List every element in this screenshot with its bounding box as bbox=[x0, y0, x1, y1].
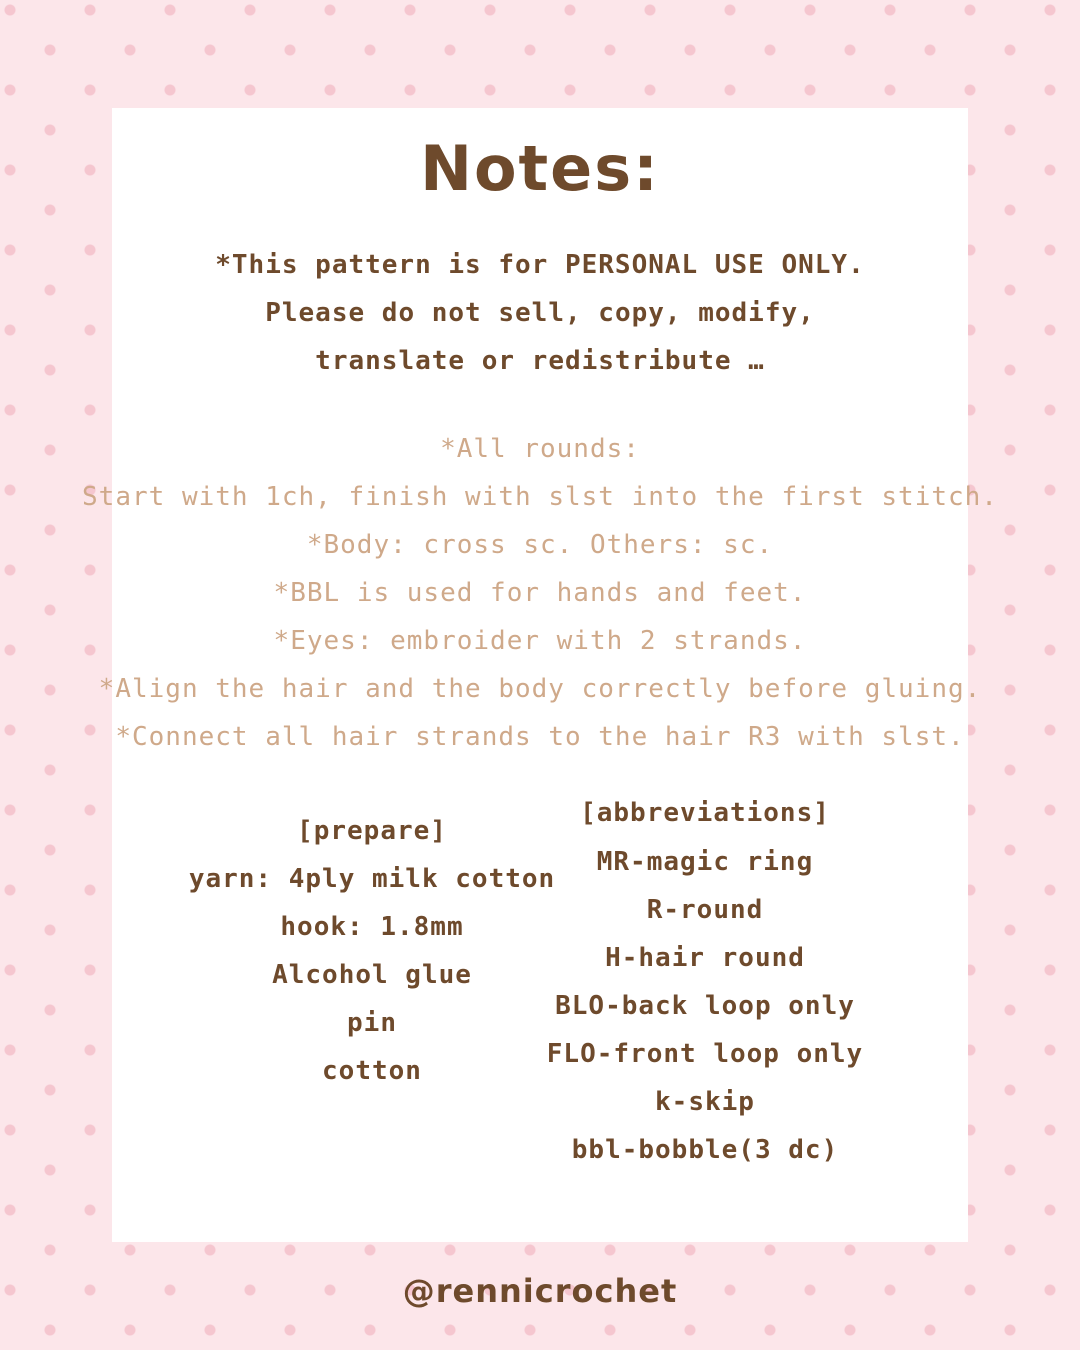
prepare-item: cotton bbox=[322, 1056, 422, 1086]
abbreviation-item: BLO-back loop only bbox=[555, 991, 855, 1021]
abbreviation-item: bbl-bobble(3 dc) bbox=[571, 1135, 839, 1165]
tip-line-2: Start with 1ch, finish with slst into the first stitch. bbox=[82, 482, 998, 512]
abbreviation-item: H-hair round bbox=[605, 943, 805, 973]
author-handle: @rennicrochet bbox=[402, 1272, 678, 1310]
notice-line-2: Please do not sell, copy, modify, bbox=[265, 298, 815, 328]
notice-line-3: translate or redistribute … bbox=[315, 346, 765, 376]
tip-line-3: *Body: cross sc. Others: sc. bbox=[306, 530, 774, 560]
prepare-item: yarn: 4ply milk cotton bbox=[188, 864, 556, 894]
page-title: Notes: bbox=[420, 132, 660, 205]
notice-line-1: *This pattern is for PERSONAL USE ONLY. bbox=[215, 250, 865, 280]
abbreviation-item: k-skip bbox=[655, 1087, 755, 1117]
tip-line-7: *Connect all hair strands to the hair R3 with slst. bbox=[115, 722, 965, 752]
tip-line-1: *All rounds: bbox=[440, 434, 640, 464]
abbreviation-item: FLO-front loop only bbox=[546, 1039, 864, 1069]
tip-line-5: *Eyes: embroider with 2 strands. bbox=[273, 626, 807, 656]
abbreviation-item: R-round bbox=[646, 895, 764, 925]
abbreviation-item: MR-magic ring bbox=[596, 847, 814, 877]
tip-line-6: *Align the hair and the body correctly before gluing. bbox=[98, 674, 982, 704]
prepare-item: hook: 1.8mm bbox=[280, 912, 464, 942]
tip-line-4: *BBL is used for hands and feet. bbox=[273, 578, 807, 608]
abbreviations-heading: [abbreviations] bbox=[580, 798, 830, 828]
prepare-heading: [prepare] bbox=[297, 816, 447, 846]
prepare-item: pin bbox=[347, 1008, 397, 1038]
prepare-item: Alcohol glue bbox=[272, 960, 472, 990]
